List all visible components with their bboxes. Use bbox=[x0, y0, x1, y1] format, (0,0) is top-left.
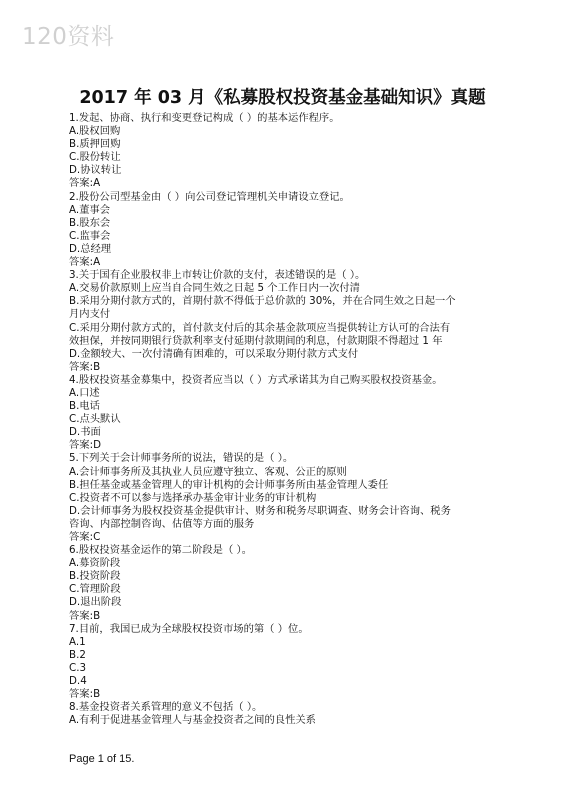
text-line: A.会计师事务所及其执业人员应遵守独立、客观、公正的原则 bbox=[69, 465, 347, 478]
page-footer: Page 1 of 15. bbox=[69, 753, 135, 765]
text-line: 7.目前，我国已成为全球股权投资市场的第（ ）位。 bbox=[69, 622, 309, 635]
text-line: A.1 bbox=[69, 635, 86, 648]
text-line: 答案:B bbox=[69, 360, 101, 373]
text-line: 8.基金投资者关系管理的意义不包括（ ）。 bbox=[69, 701, 263, 714]
question-list bbox=[69, 112, 509, 727]
text-line: 4.股权投资基金募集中，投资者应当以（ ）方式承诺其为自己购买股权投资基金。 bbox=[69, 373, 443, 386]
text-line: 答案:C bbox=[69, 531, 101, 543]
watermark: 120资料 bbox=[22, 24, 115, 50]
text-line: A.有利于促进基金管理人与基金投资者之间的良性关系 bbox=[69, 714, 316, 727]
text-line: D.会计师事务为股权投资基金提供审计、财务和税务尽职调查、财务会计咨询、税务 bbox=[69, 504, 451, 517]
text-line: C.管理阶段 bbox=[69, 583, 121, 596]
text-line: B.担任基金或基金管理人的审计机构的会计师事务所由基金管理人委任 bbox=[69, 478, 389, 491]
text-line: 1.发起、协商、执行和变更登记构成（ ）的基本运作程序。 bbox=[69, 112, 340, 124]
text-line: D.金额较大、一次付清确有困难的，可以采取分期付款方式支付 bbox=[69, 347, 359, 360]
text-line: D.退出阶段 bbox=[69, 596, 122, 609]
text-line: C.监事会 bbox=[69, 229, 111, 242]
text-line: 2.股份公司型基金由（ ）向公司登记管理机关申请设立登记。 bbox=[69, 190, 350, 203]
text-line: C.3 bbox=[69, 661, 87, 674]
text-line: C.采用分期付款方式的，首付款支付后的其余基金款项应当提供转让方认可的合法有 bbox=[69, 321, 451, 334]
text-line: A.募资阶段 bbox=[69, 557, 121, 570]
text-line: B.电话 bbox=[69, 400, 100, 413]
text-line: B.股东会 bbox=[69, 216, 111, 229]
text-line: 答案:D bbox=[69, 439, 101, 452]
text-line: D.4 bbox=[69, 675, 87, 688]
text-line: 月内支付 bbox=[69, 308, 111, 321]
text-line: A.董事会 bbox=[69, 203, 111, 216]
text-line: 答案:A bbox=[69, 256, 101, 269]
text-line: B.质押回购 bbox=[69, 138, 121, 151]
text-line: A.股权回购 bbox=[69, 125, 121, 138]
text-line: C.投资者不可以参与选择承办基金审计业务的审计机构 bbox=[69, 491, 317, 504]
text-line: 答案:A bbox=[69, 177, 101, 190]
text-line: 答案:B bbox=[69, 609, 101, 622]
text-line: 5.下列关于会计师事务所的说法，错误的是（ ）。 bbox=[69, 452, 294, 465]
text-line: B.2 bbox=[69, 648, 86, 661]
text-line: 咨询、内部控制咨询、估值等方面的服务 bbox=[69, 517, 255, 530]
text-line: A.口述 bbox=[69, 386, 100, 399]
text-line: C.股份转让 bbox=[69, 151, 121, 164]
text-line: A.交易价款原则上应当自合同生效之日起 5 个工作日内一次付清 bbox=[69, 282, 360, 295]
text-line: 6.股权投资基金运作的第二阶段是（ ）。 bbox=[69, 544, 252, 557]
text-line: D.协议转让 bbox=[69, 164, 122, 177]
text-line: D.书面 bbox=[69, 426, 101, 439]
text-line: 3.关于国有企业股权非上市转让价款的支付，表述错误的是（ ）。 bbox=[69, 269, 366, 282]
text-line: 效担保，并按同期银行贷款利率支付延期付款期间的利息，付款期限不得超过 1 年 bbox=[69, 334, 443, 347]
text-line: 答案:B bbox=[69, 688, 101, 701]
page-title: 2017 年 03 月《私募股权投资基金基础知识》真题 bbox=[79, 88, 486, 108]
text-line: B.采用分期付款方式的，首期付款不得低于总价款的 30%，并在合同生效之日起一个 bbox=[69, 295, 456, 308]
text-line: D.总经理 bbox=[69, 242, 112, 255]
text-line: B.投资阶段 bbox=[69, 570, 121, 583]
text-line: C.点头默认 bbox=[69, 413, 121, 426]
